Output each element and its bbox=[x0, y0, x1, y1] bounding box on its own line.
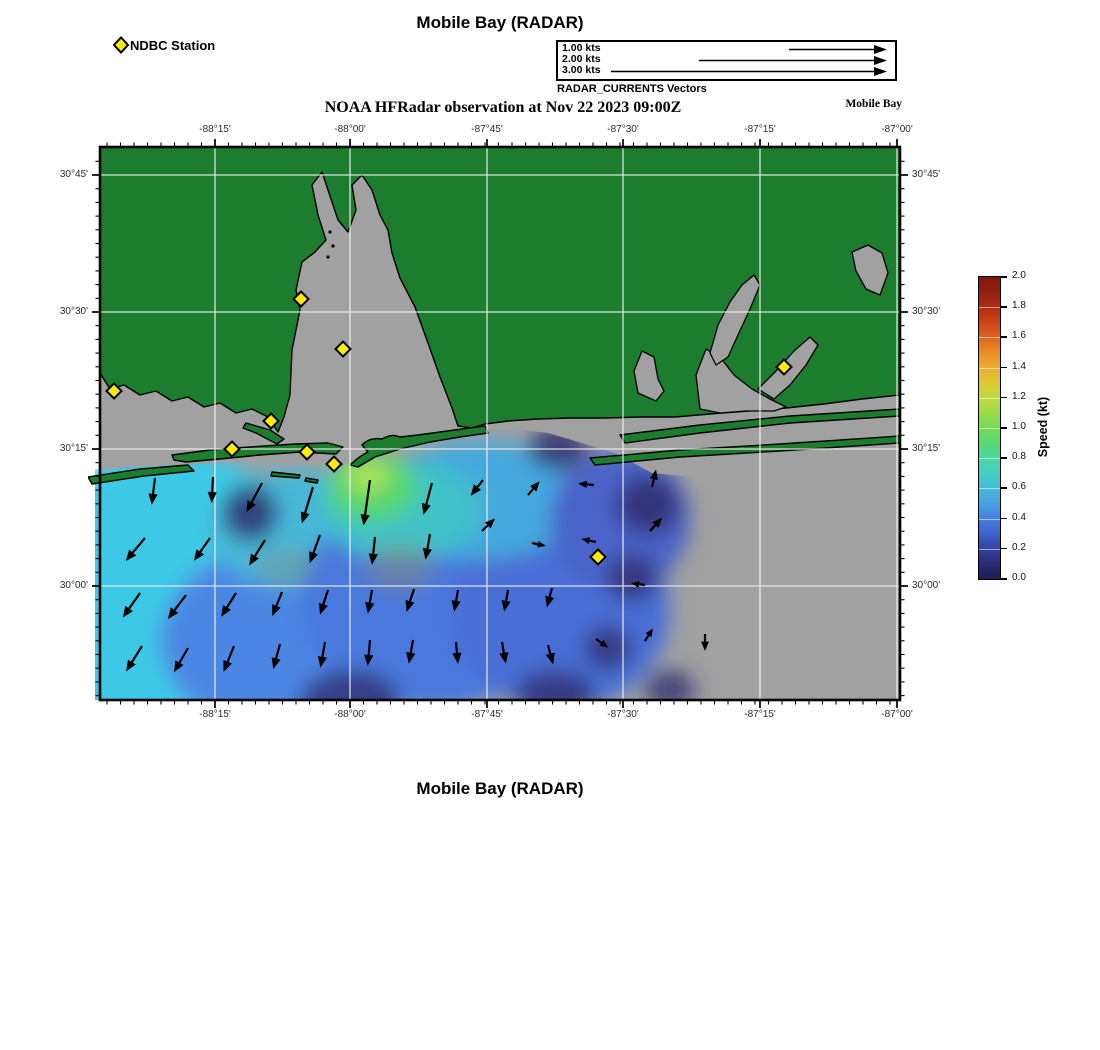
speed-field-blob bbox=[255, 547, 315, 587]
colorbar-tick bbox=[1001, 397, 1007, 399]
map-canvas bbox=[88, 135, 912, 712]
colorbar-gridline bbox=[979, 398, 1000, 399]
vector-legend-box bbox=[556, 40, 897, 81]
vector-legend-caption: RADAR_CURRENTS Vectors bbox=[557, 83, 707, 95]
vector-legend-item-label: 1.00 kts bbox=[562, 42, 601, 54]
ndbc-station-icon bbox=[112, 36, 130, 54]
colorbar-tick-label: 2.0 bbox=[1012, 270, 1026, 281]
colorbar-tick bbox=[1001, 336, 1007, 338]
colorbar-title: Speed (kt) bbox=[1036, 396, 1050, 458]
colorbar-tick-label: 1.6 bbox=[1012, 330, 1026, 342]
lon-tick-label-bottom: -88°15' bbox=[199, 709, 231, 720]
colorbar-gridline bbox=[979, 458, 1000, 459]
colorbar-tick-label: 1.2 bbox=[1012, 390, 1026, 402]
colorbar-tick-label: 1.4 bbox=[1012, 360, 1026, 372]
colorbar-gridline bbox=[979, 428, 1000, 429]
colorbar-gridline bbox=[979, 368, 1000, 369]
speed-field-blob bbox=[606, 554, 658, 602]
colorbar-gridline bbox=[979, 519, 1000, 520]
lat-tick-label-right: 30°15' bbox=[912, 443, 941, 454]
speed-field-blob bbox=[616, 475, 680, 535]
colorbar-tick-label: 1.0 bbox=[1012, 421, 1026, 432]
lon-tick-label-bottom: -87°15' bbox=[744, 709, 776, 720]
colorbar-tick-label: 0.2 bbox=[1012, 541, 1026, 553]
ndbc-legend-label: NDBC Station bbox=[130, 38, 216, 53]
vector-legend-item-label: 3.00 kts bbox=[562, 64, 601, 76]
colorbar-tick bbox=[1001, 427, 1007, 429]
colorbar-tick bbox=[1001, 578, 1007, 580]
colorbar-gridline bbox=[979, 337, 1000, 338]
lat-tick-label-right: 30°45' bbox=[912, 169, 941, 180]
colorbar-tick-label: 1.8 bbox=[1012, 300, 1026, 312]
colorbar-tick-label: 0.6 bbox=[1012, 481, 1026, 493]
lat-tick-label-right: 30°00' bbox=[912, 580, 941, 591]
colorbar-tick bbox=[1001, 306, 1007, 308]
lon-tick-label-bottom: -87°30' bbox=[607, 709, 639, 720]
lat-tick-label-left: 30°30' bbox=[59, 306, 88, 317]
vector-legend-item-label: 2.00 kts bbox=[562, 53, 601, 65]
lat-tick-label-left: 30°00' bbox=[59, 580, 88, 591]
lon-tick-label-top: -87°30' bbox=[607, 124, 639, 135]
lon-tick-label-top: -87°45' bbox=[471, 124, 503, 135]
region-label: Mobile Bay bbox=[845, 98, 902, 110]
colorbar-tick-label: 0.4 bbox=[1012, 511, 1026, 523]
lon-tick-label-top: -87°15' bbox=[744, 124, 776, 135]
speed-field-blob bbox=[222, 485, 278, 541]
colorbar-tick bbox=[1001, 367, 1007, 369]
lon-tick-label-bottom: -87°00' bbox=[881, 709, 913, 720]
page-title-top: Mobile Bay (RADAR) bbox=[416, 13, 584, 32]
colorbar-gridline bbox=[979, 549, 1000, 550]
vector-legend-arrows bbox=[558, 42, 891, 79]
lat-tick-label-left: 30°45' bbox=[59, 169, 88, 180]
lat-tick-label-left: 30°15' bbox=[59, 443, 88, 454]
observation-subtitle: NOAA HFRadar observation at Nov 22 2023 09:00Z bbox=[324, 99, 682, 116]
speed-field-blob bbox=[584, 626, 632, 670]
page-title-bottom: Mobile Bay (RADAR) bbox=[416, 779, 584, 798]
colorbar-tick bbox=[1001, 487, 1007, 489]
ndbc-legend bbox=[112, 36, 215, 55]
colorbar-tick-label: 0.8 bbox=[1012, 451, 1026, 463]
colorbar-tick bbox=[1001, 518, 1007, 520]
colorbar-tick bbox=[1001, 276, 1007, 278]
lon-tick-label-bottom: -88°00' bbox=[334, 709, 366, 720]
colorbar-tick-label: 0.0 bbox=[1012, 572, 1026, 583]
speed-colorbar bbox=[978, 276, 1001, 580]
colorbar-gridline bbox=[979, 488, 1000, 489]
colorbar-gridline bbox=[979, 307, 1000, 308]
lon-tick-label-top: -87°00' bbox=[881, 124, 913, 135]
colorbar-tick bbox=[1001, 457, 1007, 459]
colorbar-tick bbox=[1001, 548, 1007, 550]
lat-tick-label-right: 30°30' bbox=[912, 306, 941, 317]
lon-tick-label-bottom: -87°45' bbox=[471, 709, 503, 720]
lon-tick-label-top: -88°15' bbox=[199, 124, 231, 135]
lon-tick-label-top: -88°00' bbox=[334, 124, 366, 135]
